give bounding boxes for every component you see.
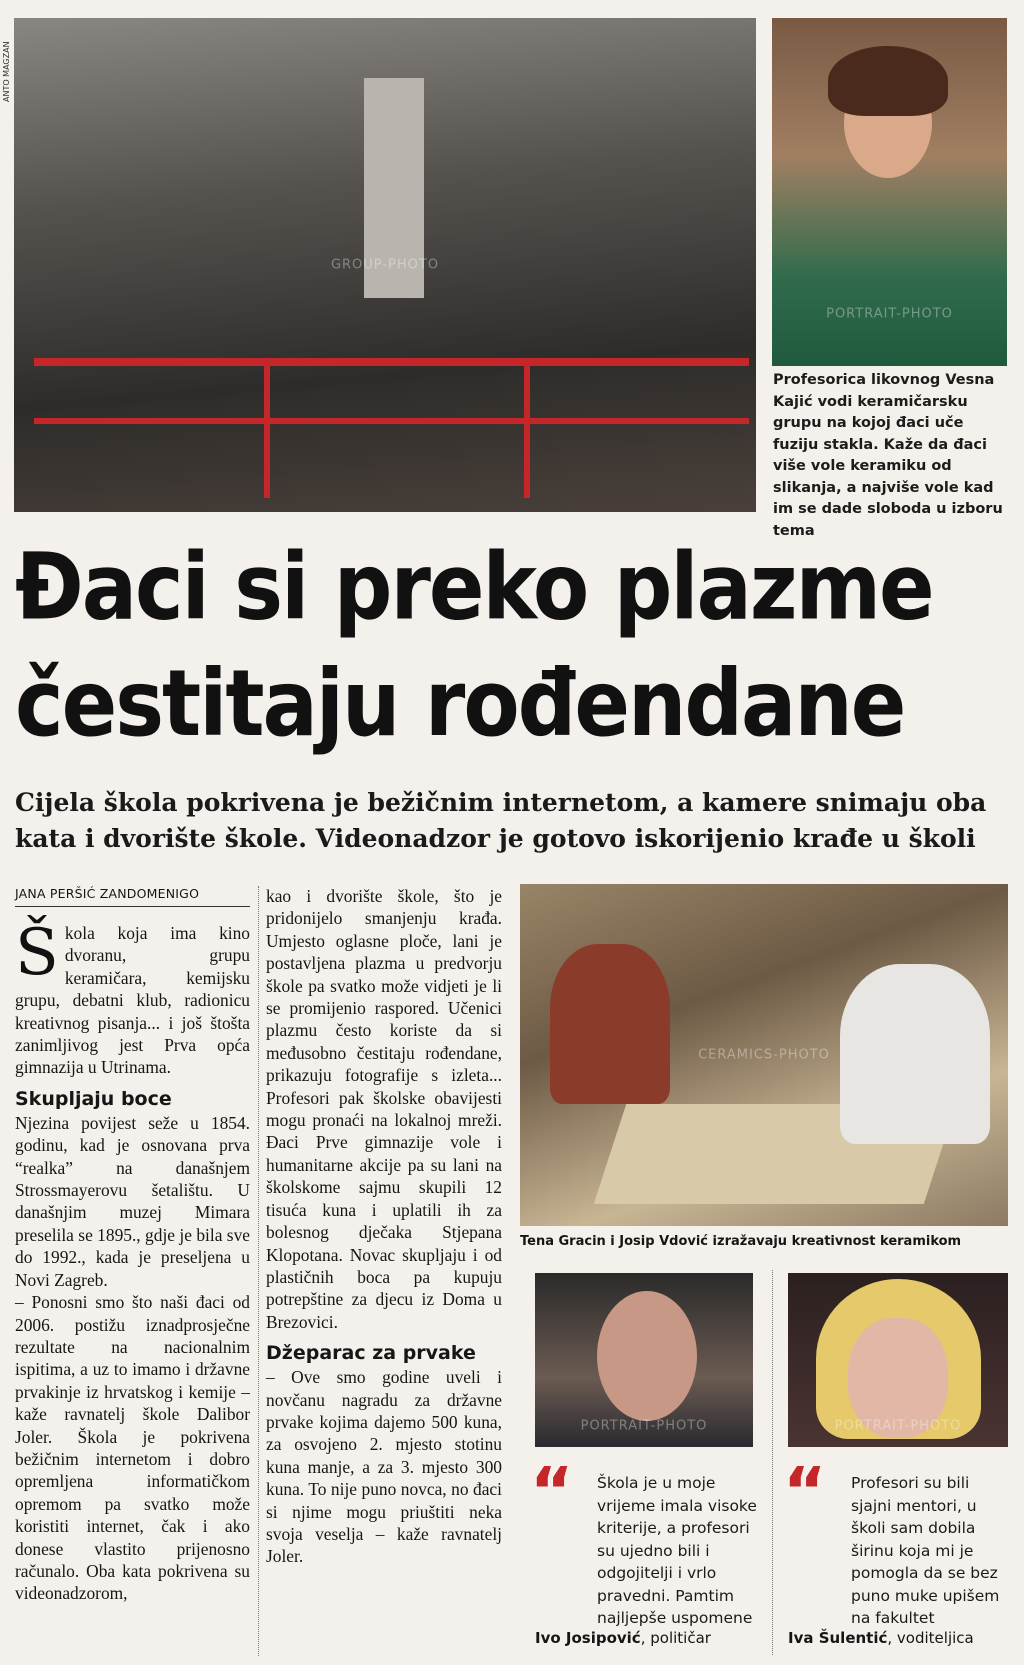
railing-top (34, 358, 749, 366)
deck-line-1: Cijela škola pokrivena je bežičnim internetom, a kamere snimaju oba (15, 788, 987, 817)
headline-line-1: Đaci si preko plazme (15, 534, 933, 641)
drop-cap: Š (15, 916, 59, 990)
person-left (550, 944, 670, 1104)
photo-credit: ANTO MAGZAN (2, 41, 11, 102)
paragraph-plazma: kao i dvorište škole, što je pridonijelo smanjenju krađa. Umjesto oglasne ploče, lani je postavljena plazma u predvorju škole pa svatko može vidjeti je li se promijenio raspored. Učenici plazmu često koriste da si međusobno čestitaju rođendane, prikazuju fotografije s izleta... Profesori pak školske obavijesti mogu pronaći na lokalnoj mreži. Đaci Prve gimnazije vole i humanitarne akcije pa su lani na školskome sajmu skupili 12 tisuća kuna i uplatili ih za bolesnog dječaka Stjepana Klopotana. Novac skupljaju i od plastičnih boca pa kupuju potrepštine za djecu iz Doma u Brezovici. (266, 886, 502, 1332)
professor-photo-label: PORTRAIT-PHOTO (826, 306, 953, 322)
article-column-2 (266, 885, 502, 1568)
presenter-photo (788, 1273, 1008, 1447)
railing-post (264, 358, 270, 498)
quote-text-josipovic: Škola je u moje vrijeme imala visoke kriterije, a profesori su ujedno bili i odgojitelji i vrlo pravedni. Pamtim najljepše uspomene (597, 1474, 757, 1627)
quote-role: , političar (640, 1629, 711, 1647)
intro-text: kola koja ima kino dvoranu, grupu keramičara, kemijsku grupu, debatni klub, radionicu kreativnog pisanja... i još štošta zanimljivog jest Prva opća gimnazija u Utrinama. (15, 923, 250, 1078)
headline (15, 530, 1005, 763)
face-shape (597, 1291, 697, 1421)
paragraph-prize: – Ove smo godine uveli i novčanu nagradu za državne prvake kojima dajemo 500 kuna, za osvojeno 2. mjesto stotinu kuna manje, a za 3. mjesto 300 kuna. To nije puno novca, no đaci si njime mogu priuštiti neka svoja veselja – kaže ravnatelj Joler. (266, 1367, 502, 1567)
byline: JANA PERŠIĆ ZANDOMENIGO (15, 886, 250, 907)
deck-line-2: kata i dvorište škole. Videonadzor je gotovo iskorijenio krađe u školi (15, 824, 976, 853)
quote-attribution-josipovic (535, 1628, 765, 1648)
person-right (840, 964, 990, 1144)
deck (15, 785, 1005, 857)
quote-attribution-sulentic (788, 1628, 1018, 1648)
ceramics-caption: Tena Gracin i Josip Vdović izražavaju kreativnost keramikom (520, 1234, 962, 1249)
quote-name: Iva Šulentić (788, 1629, 888, 1647)
politician-photo (535, 1273, 753, 1447)
subhead-dzeparac: Džeparac za prvake (266, 1342, 476, 1365)
presenter-photo-label: PORTRAIT-PHOTO (834, 1418, 962, 1434)
quote-name: Ivo Josipović (535, 1629, 641, 1647)
quote-mark-icon: “ (783, 1453, 827, 1530)
column-divider (258, 886, 259, 1656)
paragraph-quote: – Ponosni smo što naši đaci od 2006. postižu iznadprosječne rezultate na nacionalnim ispitima, a uz to imamo i državne prvakinje iz hrvatskog i kemije – kaže ravnatelj škole Dalibor Joler. Škola je pokrivena bežičnim internetom i dobro opremljena informatičkom opremom pa svatko može koristiti internet, čak i ako donese vlastito prijenosno računalo. Oba kata pokrivena su videonadzorom, (15, 1292, 250, 1604)
hair-shape (828, 46, 948, 116)
article-column-1 (15, 916, 250, 1605)
group-photo-label: GROUP-PHOTO (330, 257, 440, 273)
railing-post (524, 358, 530, 498)
ceramics-photo (520, 884, 1008, 1226)
article-intro (15, 916, 250, 1079)
paragraph-history: Njezina povijest seže u 1854. godinu, kad je osnovana prva “realka” na današnjem Strossmayerovu šetalištu. U današnjim muzej Mimara preselila se 1895., gdje je bila sve do 1992., kada je preseljena u Novi Zagreb. (15, 1112, 250, 1290)
quote-mark-icon: “ (530, 1453, 574, 1530)
professor-photo (772, 18, 1007, 366)
group-photo (14, 18, 756, 512)
headline-line-2: čestitaju rođendane (15, 650, 905, 758)
professor-caption: Profesorica likovnog Vesna Kajić vodi keramičarsku grupu na kojoj đaci uče fuziju stakla. Kaže da đaci više vole keramiku od slikanja, a najviše vole kad im se dade sloboda u izboru tema (773, 372, 1003, 539)
politician-photo-label: PORTRAIT-PHOTO (580, 1418, 708, 1434)
quote-divider (772, 1270, 773, 1655)
quote-text-sulentic: Profesori su bili sjajni mentori, u školi sam dobila širinu koja mi je pomogla da se bez puno muke upišem na fakultet (851, 1474, 1000, 1627)
railing-bottom (34, 418, 749, 424)
ceramics-photo-label: CERAMICS-PHOTO (698, 1047, 830, 1063)
quote-role: , voditeljica (887, 1629, 974, 1647)
subhead-skupljaju-boce: Skupljaju boce (15, 1087, 172, 1110)
